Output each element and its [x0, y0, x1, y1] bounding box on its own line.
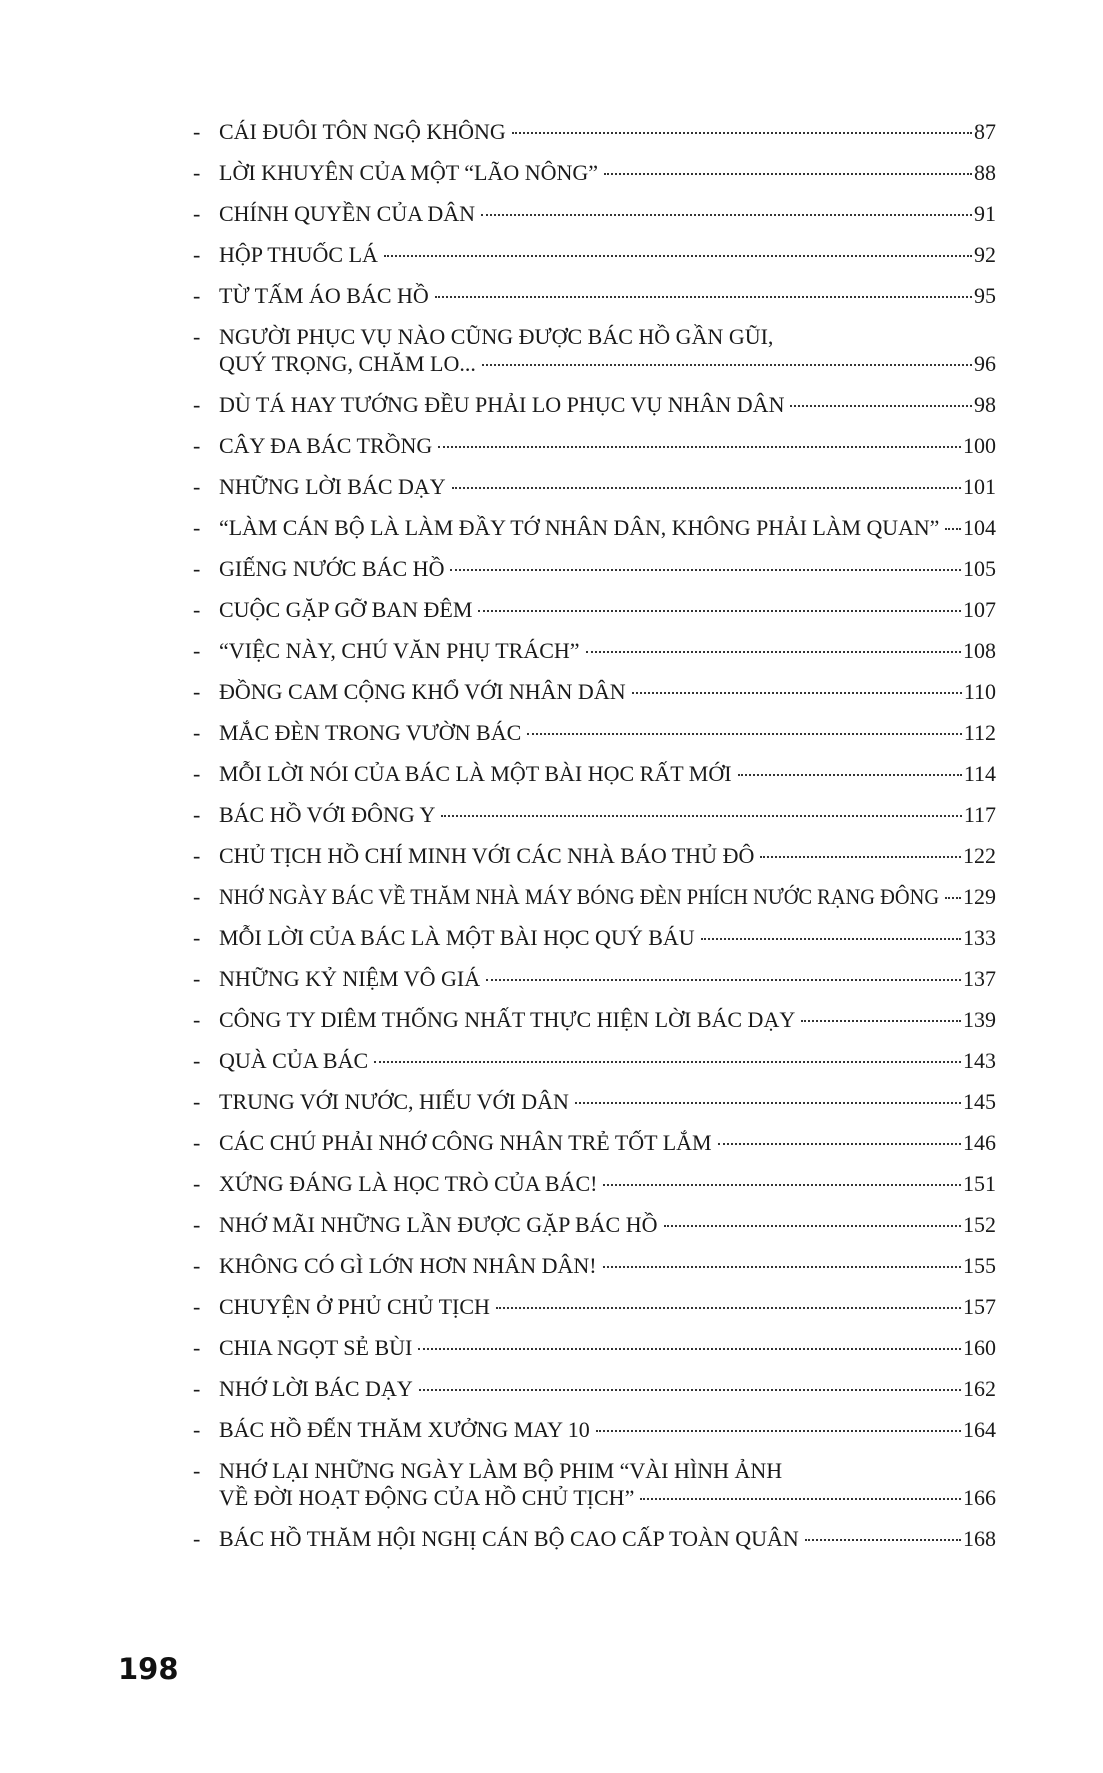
toc-entry-page: 139	[963, 1007, 996, 1032]
bullet-dash: -	[193, 515, 201, 540]
toc-entry	[193, 282, 996, 309]
bullet-dash: -	[193, 1007, 201, 1032]
dot-leader	[738, 774, 962, 776]
toc-entry-page: 133	[963, 925, 996, 950]
bullet-dash: -	[193, 1376, 201, 1401]
toc-entry	[193, 1416, 996, 1443]
bullet-dash: -	[193, 392, 201, 417]
toc-entry-page: 162	[963, 1376, 996, 1401]
toc-entry-title: NHỮNG KỶ NIỆM VÔ GIÁ	[219, 966, 481, 991]
toc-entry-page: 92	[974, 242, 996, 267]
dot-leader	[586, 651, 961, 653]
dot-leader	[435, 296, 972, 298]
toc-entry-page: 91	[974, 201, 996, 226]
toc-entry	[193, 1375, 996, 1402]
toc-entry	[193, 159, 996, 186]
toc-entry	[193, 1211, 996, 1238]
toc-entry	[193, 719, 996, 746]
toc-entry	[193, 323, 996, 377]
toc-entry-title: KHÔNG CÓ GÌ LỚN HƠN NHÂN DÂN!	[219, 1253, 597, 1278]
dot-leader	[664, 1225, 962, 1227]
toc-entry	[193, 118, 996, 145]
toc-entry-title: “LÀM CÁN BỘ LÀ LÀM ĐẦY TỚ NHÂN DÂN, KHÔNG PHẢI LÀM QUAN”	[219, 515, 940, 540]
bullet-dash: -	[193, 1294, 201, 1319]
toc-entry-page: 114	[963, 761, 996, 786]
bullet-dash: -	[193, 679, 201, 704]
dot-leader	[486, 979, 961, 981]
bullet-dash: -	[193, 1526, 201, 1551]
toc-entry-title: NGƯỜI PHỤC VỤ NÀO CŨNG ĐƯỢC BÁC HỒ GẦN GŨI,	[219, 324, 774, 349]
toc-entry-page: 96	[974, 351, 996, 376]
toc-entry-page: 88	[974, 160, 996, 185]
dot-leader	[760, 856, 961, 858]
dot-leader	[604, 173, 972, 175]
toc-entry-page: 117	[963, 802, 996, 827]
table-of-contents	[193, 118, 996, 1566]
toc-entry-page: 129	[963, 884, 996, 909]
dot-leader	[945, 897, 961, 899]
bullet-dash: -	[193, 966, 201, 991]
toc-entry	[193, 1457, 996, 1511]
toc-entry-page: 108	[963, 638, 996, 663]
dot-leader	[374, 1061, 961, 1063]
toc-entry-title: NHỚ NGÀY BÁC VỀ THĂM NHÀ MÁY BÓNG ĐÈN PHÍCH NƯỚC RẠNG ĐÔNG	[219, 884, 940, 909]
toc-entry-page: 87	[974, 119, 996, 144]
toc-entry	[193, 241, 996, 268]
toc-entry-title: HỘP THUỐC LÁ	[219, 242, 378, 267]
toc-entry-page: 122	[963, 843, 996, 868]
toc-entry-page: 100	[963, 433, 996, 458]
toc-entry-title: MẮC ĐÈN TRONG VƯỜN BÁC	[219, 720, 522, 745]
bullet-dash: -	[193, 242, 201, 267]
toc-entry	[193, 391, 996, 418]
toc-entry	[193, 883, 996, 910]
bullet-dash: -	[193, 761, 201, 786]
dot-leader	[945, 528, 961, 530]
toc-entry	[193, 965, 996, 992]
toc-entry-page: 112	[963, 720, 996, 745]
dot-leader	[790, 405, 972, 407]
bullet-dash: -	[193, 1130, 201, 1155]
toc-entry	[193, 555, 996, 582]
toc-entry-page: 95	[974, 283, 996, 308]
bullet-dash: -	[193, 556, 201, 581]
dot-leader	[805, 1539, 961, 1541]
bullet-dash: -	[193, 1458, 201, 1483]
toc-entry-page: 151	[963, 1171, 996, 1196]
toc-entry-title: LỜI KHUYÊN CỦA MỘT “LÃO NÔNG”	[219, 160, 599, 185]
toc-entry-title: CÔNG TY DIÊM THỐNG NHẤT THỰC HIỆN LỜI BÁC DẠY	[219, 1007, 796, 1032]
bullet-dash: -	[193, 201, 201, 226]
bullet-dash: -	[193, 433, 201, 458]
toc-entry-title: CÁI ĐUÔI TÔN NGỘ KHÔNG	[219, 119, 506, 144]
dot-leader	[496, 1307, 961, 1309]
bullet-dash: -	[193, 1417, 201, 1442]
toc-entry-page: 101	[963, 474, 996, 499]
toc-entry-page: 168	[963, 1526, 996, 1551]
bullet-dash: -	[193, 884, 201, 909]
toc-entry	[193, 637, 996, 664]
dot-leader	[512, 132, 972, 134]
toc-entry-title: CUỘC GẶP GỠ BAN ĐÊM	[219, 597, 473, 622]
dot-leader	[419, 1389, 961, 1391]
toc-entry-title: QUÀ CỦA BÁC	[219, 1048, 369, 1073]
toc-entry-title: “VIỆC NÀY, CHÚ VĂN PHỤ TRÁCH”	[219, 638, 580, 663]
toc-entry-page: 145	[963, 1089, 996, 1114]
toc-entry	[193, 1334, 996, 1361]
dot-leader	[441, 815, 961, 817]
toc-entry-page: 110	[963, 679, 996, 704]
dot-leader	[418, 1348, 961, 1350]
toc-entry-title: ĐỒNG CAM CỘNG KHỔ VỚI NHÂN DÂN	[219, 679, 626, 704]
toc-entry-page: 166	[963, 1485, 996, 1510]
toc-entry-page: 157	[963, 1294, 996, 1319]
dot-leader	[575, 1102, 961, 1104]
bullet-dash: -	[193, 1048, 201, 1073]
toc-entry-title: NHỚ LẠI NHỮNG NGÀY LÀM BỘ PHIM “VÀI HÌNH ẢNH	[219, 1458, 783, 1483]
toc-entry-page: 107	[963, 597, 996, 622]
toc-entry-page: 155	[963, 1253, 996, 1278]
toc-entry-title: NHỚ LỜI BÁC DẠY	[219, 1376, 413, 1401]
toc-entry-page: 164	[963, 1417, 996, 1442]
toc-entry-page: 98	[974, 392, 996, 417]
toc-entry-title: CHỦ TỊCH HỒ CHÍ MINH VỚI CÁC NHÀ BÁO THỦ ĐÔ	[219, 843, 755, 868]
toc-entry	[193, 514, 996, 541]
toc-entry-title: BÁC HỒ ĐẾN THĂM XƯỞNG MAY 10	[219, 1417, 590, 1442]
dot-leader	[632, 692, 962, 694]
toc-entry	[193, 1293, 996, 1320]
bullet-dash: -	[193, 1335, 201, 1360]
toc-entry	[193, 200, 996, 227]
toc-entry	[193, 1129, 996, 1156]
toc-entry	[193, 760, 996, 787]
bullet-dash: -	[193, 720, 201, 745]
toc-entry-title: VỀ ĐỜI HOẠT ĐỘNG CỦA HỒ CHỦ TỊCH”	[219, 1485, 635, 1510]
toc-entry-title: BÁC HỒ VỚI ĐÔNG Y	[219, 802, 436, 827]
toc-entry-title: NHỮNG LỜI BÁC DẠY	[219, 474, 446, 499]
bullet-dash: -	[193, 638, 201, 663]
toc-entry	[193, 1088, 996, 1115]
bullet-dash: -	[193, 119, 201, 144]
toc-entry	[193, 473, 996, 500]
bullet-dash: -	[193, 283, 201, 308]
bullet-dash: -	[193, 1253, 201, 1278]
toc-entry	[193, 432, 996, 459]
dot-leader	[527, 733, 962, 735]
dot-leader	[452, 487, 961, 489]
dot-leader	[596, 1430, 961, 1432]
toc-entry-page: 104	[963, 515, 996, 540]
dot-leader	[801, 1020, 961, 1022]
toc-entry-title: CHUYỆN Ở PHỦ CHỦ TỊCH	[219, 1294, 490, 1319]
toc-entry-title: QUÝ TRỌNG, CHĂM LO...	[219, 351, 476, 376]
toc-entry-title: CÁC CHÚ PHẢI NHỚ CÔNG NHÂN TRẺ TỐT LẮM	[219, 1130, 712, 1155]
toc-entry	[193, 924, 996, 951]
bullet-dash: -	[193, 843, 201, 868]
toc-entry-page: 160	[963, 1335, 996, 1360]
bullet-dash: -	[193, 802, 201, 827]
bullet-dash: -	[193, 474, 201, 499]
toc-entry	[193, 1525, 996, 1552]
toc-entry	[193, 596, 996, 623]
toc-entry	[193, 801, 996, 828]
bullet-dash: -	[193, 160, 201, 185]
toc-entry-title: TRUNG VỚI NƯỚC, HIẾU VỚI DÂN	[219, 1089, 569, 1114]
dot-leader	[384, 255, 972, 257]
dot-leader	[603, 1184, 961, 1186]
toc-entry-page: 146	[963, 1130, 996, 1155]
dot-leader	[478, 610, 961, 612]
toc-entry-title: BÁC HỒ THĂM HỘI NGHỊ CÁN BỘ CAO CẤP TOÀN QUÂN	[219, 1526, 799, 1551]
dot-leader	[482, 364, 972, 366]
toc-entry-title: CHIA NGỌT SẺ BÙI	[219, 1335, 413, 1360]
bullet-dash: -	[193, 1089, 201, 1114]
toc-entry-title: NHỚ MÃI NHỮNG LẦN ĐƯỢC GẶP BÁC HỒ	[219, 1212, 658, 1237]
dot-leader	[718, 1143, 961, 1145]
toc-entry-title: MỖI LỜI NÓI CỦA BÁC LÀ MỘT BÀI HỌC RẤT MỚI	[219, 761, 732, 786]
toc-entry-title: CÂY ĐA BÁC TRỒNG	[219, 433, 433, 458]
toc-entry-title: DÙ TÁ HAY TƯỚNG ĐỀU PHẢI LO PHỤC VỤ NHÂN DÂN	[219, 392, 785, 417]
dot-leader	[450, 569, 961, 571]
dot-leader	[438, 446, 961, 448]
dot-leader	[701, 938, 961, 940]
page-number: 198	[118, 1652, 179, 1686]
toc-entry-title: XỨNG ĐÁNG LÀ HỌC TRÒ CỦA BÁC!	[219, 1171, 598, 1196]
toc-entry-page: 105	[963, 556, 996, 581]
toc-entry	[193, 678, 996, 705]
toc-entry	[193, 1170, 996, 1197]
toc-entry-title: GIẾNG NƯỚC BÁC HỒ	[219, 556, 445, 581]
toc-entry-page: 137	[963, 966, 996, 991]
bullet-dash: -	[193, 1212, 201, 1237]
toc-entry	[193, 1006, 996, 1033]
toc-entry-title: CHÍNH QUYỀN CỦA DÂN	[219, 201, 476, 226]
bullet-dash: -	[193, 925, 201, 950]
bullet-dash: -	[193, 324, 201, 349]
toc-entry	[193, 842, 996, 869]
bullet-dash: -	[193, 597, 201, 622]
dot-leader	[481, 214, 972, 216]
dot-leader	[603, 1266, 961, 1268]
bullet-dash: -	[193, 1171, 201, 1196]
toc-entry-page: 143	[963, 1048, 996, 1073]
toc-entry	[193, 1252, 996, 1279]
toc-entry-title: TỪ TẤM ÁO BÁC HỒ	[219, 283, 429, 308]
toc-entry-title: MỖI LỜI CỦA BÁC LÀ MỘT BÀI HỌC QUÝ BÁU	[219, 925, 695, 950]
toc-entry-page: 152	[963, 1212, 996, 1237]
dot-leader	[640, 1498, 961, 1500]
toc-entry	[193, 1047, 996, 1074]
